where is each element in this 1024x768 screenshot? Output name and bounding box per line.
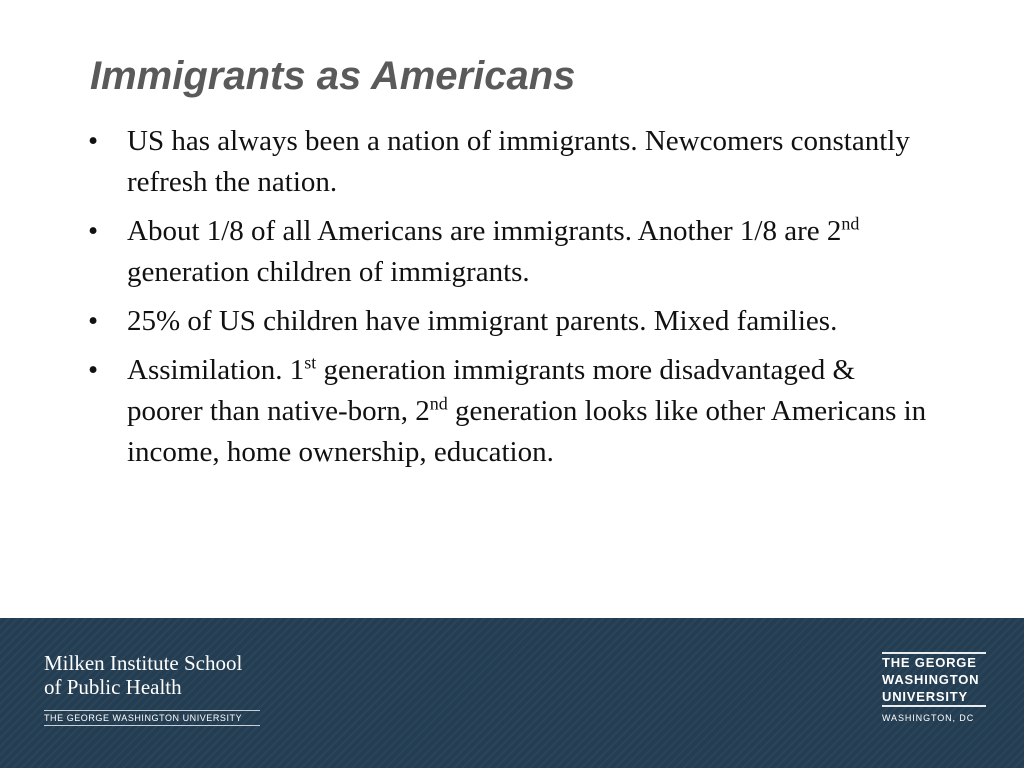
milken-school-logo	[44, 651, 266, 726]
slide-footer	[0, 618, 1024, 768]
bullet-marker: •	[88, 215, 99, 247]
bullet-marker: •	[88, 125, 99, 157]
school-university-subtitle: THE GEORGE WASHINGTON UNIVERSITY	[44, 710, 260, 726]
second-ordinal-superscript: nd	[429, 393, 448, 414]
school-name-line-2: of Public Health	[44, 675, 182, 699]
bullet-item	[88, 121, 928, 203]
slide-title: Immigrants as Americans	[90, 54, 576, 98]
bullet-text-after-superscript: generation children of immigrants.	[127, 256, 530, 288]
gwu-location: WASHINGTON, DC	[882, 713, 975, 723]
gwu-logo	[882, 652, 988, 724]
bullet-item	[88, 301, 928, 342]
bullet-list	[88, 121, 928, 481]
bullet-text: US has always been a nation of immigrants. Newcomers constantly refresh the nation.	[127, 125, 910, 198]
bullet-item	[88, 350, 928, 473]
gwu-name-line-2: WASHINGTON	[882, 672, 980, 687]
gwu-name-line-3: UNIVERSITY	[882, 689, 969, 704]
bullet-text-after-superscript: generation looks like other Americans in income, home ownership, education.	[127, 395, 927, 468]
first-ordinal-superscript: st	[304, 352, 317, 373]
gwu-name-line-1: THE GEORGE	[882, 655, 977, 670]
ordinal-superscript: nd	[841, 213, 860, 234]
school-name-line-1: Milken Institute School	[44, 651, 243, 675]
bullet-text-before-superscript: About 1/8 of all Americans are immigrants. Another 1/8 are 2	[127, 215, 842, 247]
bullet-text-before-first-superscript: Assimilation. 1	[127, 354, 305, 386]
bullet-text: 25% of US children have immigrant parents. Mixed families.	[127, 305, 838, 337]
bullet-text-middle: generation immigrants more disadvantaged & poorer than native-born, 2	[127, 354, 856, 427]
bullet-marker: •	[88, 354, 99, 386]
gwu-bottom-rule	[882, 705, 986, 707]
bullet-marker: •	[88, 305, 99, 337]
bullet-item	[88, 211, 928, 293]
